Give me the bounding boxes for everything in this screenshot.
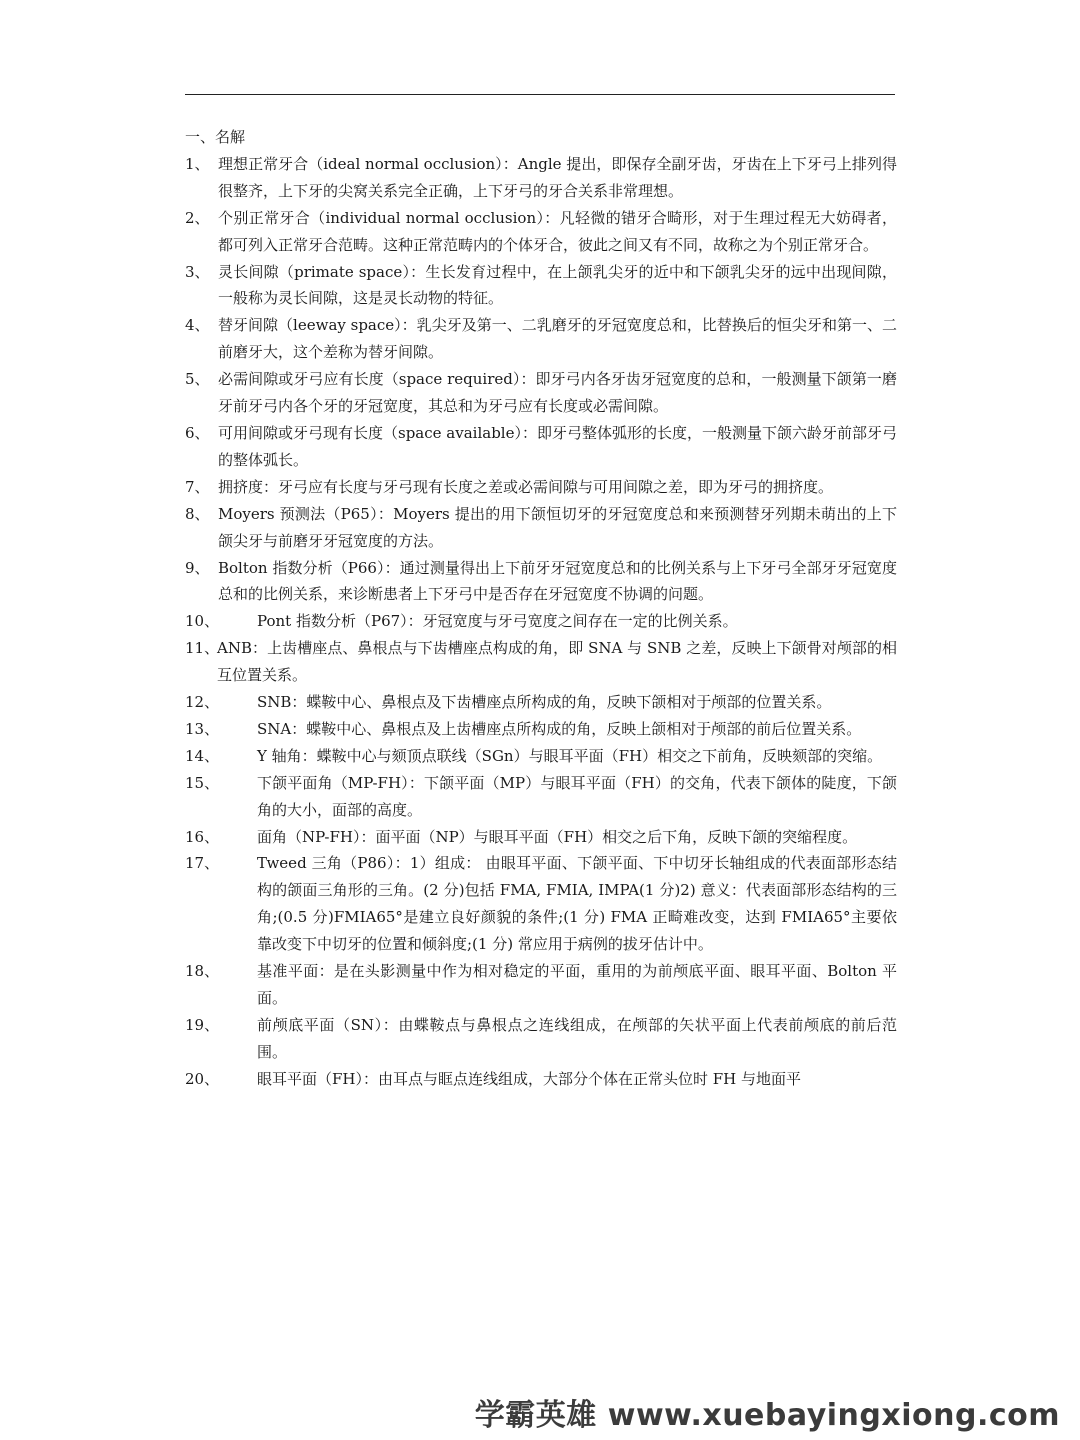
item-text: 下颌平面角（MP-FH）：下颌平面（MP）与眼耳平面（FH）的交角，代表下颌体的陡度，下颌角的大小，面部的高度。 xyxy=(257,773,897,819)
document-body xyxy=(185,124,897,1093)
list-item xyxy=(185,743,897,770)
list-item xyxy=(185,1012,897,1066)
list-item xyxy=(185,420,897,474)
item-text: ANB：上齿槽座点、鼻根点与下齿槽座点构成的角，即 SNA 与 SNB 之差，反映上下颌骨对颅部的相互位置关系。 xyxy=(217,639,897,685)
item-number: 3、 xyxy=(185,262,210,281)
item-number: 4、 xyxy=(185,316,210,335)
item-number: 20、 xyxy=(185,1069,220,1088)
item-text: Pont 指数分析（P67）：牙冠宽度与牙弓宽度之间存在一定的比例关系。 xyxy=(257,612,738,631)
item-number: 18、 xyxy=(185,962,220,981)
list-item xyxy=(185,501,897,555)
item-text: 替牙间隙（leeway space）：乳尖牙及第一、二乳磨牙的牙冠宽度总和，比替换后的恒尖牙和第一、二前磨牙大，这个差称为替牙间隙。 xyxy=(218,316,897,362)
list-item xyxy=(185,1066,897,1093)
item-number: 9、 xyxy=(185,558,210,577)
item-number: 16、 xyxy=(185,827,220,846)
list-item xyxy=(185,958,897,1012)
list-item xyxy=(185,716,897,743)
item-text: 拥挤度：牙弓应有长度与牙弓现有长度之差或必需间隙与可用间隙之差，即为牙弓的拥挤度。 xyxy=(218,477,834,496)
list-item xyxy=(185,824,897,851)
list-item xyxy=(185,608,897,635)
list-item xyxy=(185,689,897,716)
item-text: 可用间隙或牙弓现有长度（space available）：即牙弓整体弧形的长度，一般测量下颌六龄牙前部牙弓的整体弧长。 xyxy=(218,423,897,469)
item-number: 11、 xyxy=(185,639,220,658)
item-number: 10、 xyxy=(185,612,220,631)
item-number: 14、 xyxy=(185,746,220,765)
item-text: 前颅底平面（SN）：由蝶鞍点与鼻根点之连线组成，在颅部的矢状平面上代表前颅底的前后范围。 xyxy=(257,1015,897,1061)
list-item xyxy=(185,205,897,259)
item-text: Bolton 指数分析（P66）：通过测量得出上下前牙牙冠宽度总和的比例关系与上下牙弓全部牙牙冠宽度总和的比例关系，来诊断患者上下牙弓中是否存在牙冠宽度不协调的问题。 xyxy=(218,558,897,604)
item-number: 13、 xyxy=(185,719,220,738)
item-number: 7、 xyxy=(185,477,210,496)
site-watermark: 学霸英雄 www.xuebayingxiong.com xyxy=(474,1398,1060,1433)
item-text: 理想正常牙合（ideal normal occlusion）：Angle 提出，即保存全副牙齿，牙齿在上下牙弓上排列得很整齐，上下牙的尖窝关系完全正确，上下牙弓的牙合关系非常理想。 xyxy=(218,154,897,200)
list-item xyxy=(185,259,897,313)
item-text: 眼耳平面（FH）：由耳点与眶点连线组成，大部分个体在正常头位时 FH 与地面平 xyxy=(257,1069,802,1088)
item-text: Tweed 三角（P86）：1）组成： 由眼耳平面、下颌平面、下中切牙长轴组成的代表面部形态结构的颌面三角形的三角。(2 分)包括 FMA, FMIA, IMPA(1 分)2) 意义：代表面部形态结构的三角;(0.5 分)FMIA65°是建立良好颜貌的条件;(1 分) FMA 正畸难改变，达到 FMIA65°主要依靠改变下中切牙的位置和倾斜度;(1 分) 常应用于病例的拔牙估计中。 xyxy=(257,854,897,954)
item-number: 1、 xyxy=(185,154,210,173)
item-text: Y 轴角：蝶鞍中心与颏顶点联线（SGn）与眼耳平面（FH）相交之下前角，反映颏部的突缩。 xyxy=(257,746,883,765)
item-text: 基准平面：是在头影测量中作为相对稳定的平面，重用的为前颅底平面、眼耳平面、Bolton 平面。 xyxy=(257,962,897,1007)
item-number: 2、 xyxy=(185,208,210,227)
list-item xyxy=(185,850,897,958)
list-item xyxy=(185,366,897,420)
item-number: 17、 xyxy=(185,854,220,873)
item-text: 灵长间隙（primate space）：生长发育过程中，在上颌乳尖牙的近中和下颌乳尖牙的远中出现间隙，一般称为灵长间隙，这是灵长动物的特征。 xyxy=(218,262,897,308)
header-rule xyxy=(185,94,895,95)
item-text: Moyers 预测法（P65）：Moyers 提出的用下颌恒切牙的牙冠宽度总和来预测替牙列期未萌出的上下颌尖牙与前磨牙牙冠宽度的方法。 xyxy=(218,504,897,550)
item-number: 5、 xyxy=(185,370,210,389)
list-item xyxy=(185,151,897,205)
item-number: 8、 xyxy=(185,504,210,523)
item-number: 19、 xyxy=(185,1015,220,1034)
item-number: 12、 xyxy=(185,693,220,712)
list-item xyxy=(185,312,897,366)
list-item xyxy=(185,770,897,824)
list-item xyxy=(185,474,897,501)
list-item xyxy=(185,555,897,609)
list-item xyxy=(185,635,897,689)
item-number: 15、 xyxy=(185,773,220,792)
item-text: 必需间隙或牙弓应有长度（space required）：即牙弓内各牙齿牙冠宽度的总和，一般测量下颌第一磨牙前牙弓内各个牙的牙冠宽度，其总和为牙弓应有长度或必需间隙。 xyxy=(218,370,897,416)
item-text: 个别正常牙合（individual normal occlusion）：凡轻微的错牙合畸形，对于生理过程无大妨碍者，都可列入正常牙合范畴。这种正常范畴内的个体牙合，彼此之间又有不同，故称之为个别正常牙合。 xyxy=(218,208,897,254)
item-number: 6、 xyxy=(185,423,210,442)
item-text: 面角（NP-FH）：面平面（NP）与眼耳平面（FH）相交之后下角，反映下颌的突缩程度。 xyxy=(257,827,858,846)
item-text: SNB：蝶鞍中心、鼻根点及下齿槽座点所构成的角，反映下颌相对于颅部的位置关系。 xyxy=(257,693,832,712)
item-text: SNA：蝶鞍中心、鼻根点及上齿槽座点所构成的角，反映上颌相对于颅部的前后位置关系。 xyxy=(257,719,862,738)
section-title: 一、名解 xyxy=(185,128,246,146)
